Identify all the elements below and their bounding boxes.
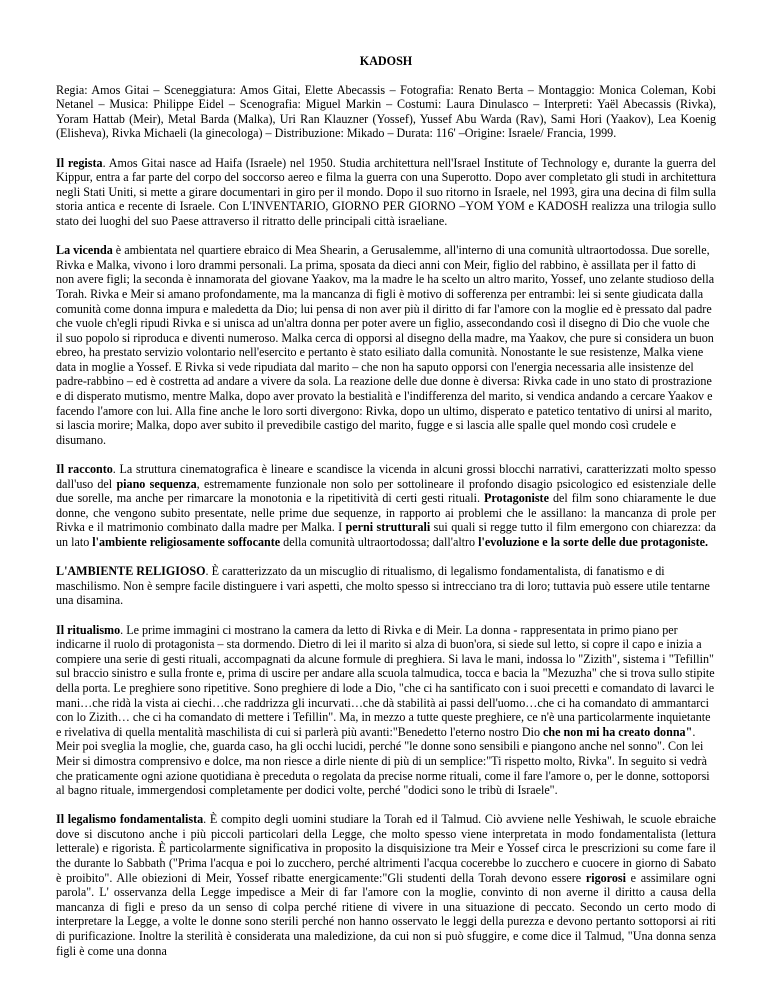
racconto-heading: Il racconto bbox=[56, 462, 113, 477]
vicenda-heading: La vicenda bbox=[56, 243, 113, 258]
vicenda-paragraph bbox=[56, 243, 716, 447]
ritualismo-paragraph bbox=[56, 623, 716, 798]
legalismo-heading: Il legalismo fondamentalista bbox=[56, 812, 204, 827]
ambiente-text: . È caratterizzato da un miscuglio di ritualismo, di legalismo fondamentalista, di fanatismo e di maschilismo. Non è sempre facile distinguere i vari aspetti, che molto spesso si intrecciano tra di loro; tuttavia può essere utile tentarne una disamina. bbox=[56, 564, 710, 608]
racconto-text: del film sono chiaramente le due donne, che vengono subito presentate, nelle prime due sequenze, in rapporto ai problemi che le assillano: la mancanza di prole per Rivka e il matrimonio combinato dalla madre per Malka. I bbox=[56, 491, 716, 535]
vicenda-text: è ambientata nel quartiere ebraico di Mea Shearin, a Gerusalemme, all'interno di una comunità ultraortodossa. Due sorelle, Rivka e Malka, vivono i loro drammi personali. La prima, sposata da dieci anni con Meir, figlio del rabbino, è assillata per il fatto di non avere figli; la seconda è innamorata del giovane Yaakov, ma la madre le ha scelto un altro marito, Yossef, uno zelante studioso della Torah. Rivka e Meir si amano profondamente, ma la mancanza di figli è motivo di sofferenza per entrambi: lei si sente giudicata dalla comunità come donna impura e maledetta da Dio; lui pensa di non aver più il diritto di far l'amore con la moglie ed è pressato dal padre che vuole ch'egli ripudi Rivka e si unisca ad un'altra donna per poter avere un figlio, assecondando così il disegno di Dio che vuole che il suo popolo si riproduca e diventi numeroso. Malka cerca di opporsi al disegno della madre, ma Yaakov, che pure si considera un buon ebreo, ha prestato servizio volontario nell'esercito e pertanto è stato esiliato dalla comunità. Nonostante le sue resistenze, Malka viene data in moglie a Yossef. E Rivka si vede ripudiata dal marito – che non ha saputo opporsi con l'energia necessaria alle insistenze del padre-rabbino – ed è costretta ad andare a vivere da sola. La reazione delle due donne è diversa: Rivka cade in uno stato di prostrazione e di disperato mutismo, mentre Malka, dopo aver provato la bestialità e l'indifferenza del marito, si vendica andando a cercare Yaakov e facendo l'amore con lui. Alla fine anche le loro sorti divergono: Rivka, dopo un ultimo, disperato e patetico tentativo di unirsi al marito, si lascia morire; Malka, dopo aver subito il prevedibile castigo del marito, fugge e si lascia alle spalle quel mondo così crudele e disumano. bbox=[56, 243, 715, 447]
racconto-text: sui quali si regge tutto il film emergono con chiarezza: da un lato bbox=[56, 520, 716, 549]
racconto-bold-piano: piano sequenza bbox=[116, 476, 197, 491]
legalismo-paragraph bbox=[56, 812, 716, 958]
ritualismo-heading: Il ritualismo bbox=[56, 622, 121, 637]
racconto-bold-protagoniste: Protagoniste bbox=[484, 491, 549, 506]
ritualismo-bold-quote: che non mi ha creato donna" bbox=[543, 724, 693, 739]
ambiente-heading: L'AMBIENTE RELIGIOSO bbox=[56, 564, 206, 579]
legalismo-bold-rigorosi: rigorosi bbox=[585, 870, 626, 885]
racconto-text: della comunità ultraortodossa; dall'altro bbox=[280, 535, 479, 549]
regista-paragraph bbox=[56, 156, 716, 229]
ritualismo-text: . Le prime immagini ci mostrano la camera da letto di Rivka e di Meir. La donna - rappresentata in primo piano per indicarne il ruolo di protagonista – sta dormendo. Dietro di lei il marito si alza di buon'ora, si siede sul letto, si copre il capo e inizia a compiere una serie di gesti rituali, accompagnati da alcune formule di preghiera. Si lava le mani, indossa lo "Zizith", sistema i "Tefillin" sul braccio sinistro e sulla fronte e, prima di uscire per andare alla scuola talmudica, tocca e bacia la "Mezuzha" che si trova sullo stipite della porta. Le preghiere sono ripetitive. Sono preghiere di lode a Dio, "che ci ha santificato con i suoi precetti e comandato di lavarci le mani…che ridà la vista ai ciechi…che raddrizza gli incurvati…che dà stabilità ai passi dell'uomo…che ci ha comandato di ammantarci con lo Zizith… che ci ha comandato di mettere i Tefillin". Ma, in mezzo a tutte queste preghiere, ce n'è una particolarmente inquietante e rivelativa di quella mentalità maschilista di cui si parlerà più avanti:"Benedetto l'eterno nostro Dio bbox=[56, 622, 715, 739]
regista-text: . Amos Gitai nasce ad Haifa (Israele) nel 1950. Studia architettura nell'Israel Institute of Technology e, durante la guerra del Kippur, entra a far parte del corpo del soccorso aereo e filma la guerra con una Superotto. Dopo aver completato gli studi in architettura negli Stati Uniti, si mette a girare documentari in giro per il mondo. Dopo il suo ritorno in Israele, nel 1993, gira una decina di film sulla storia antica e recente di Israele. Con L'INVENTARIO, GIORNO PER GIORNO –YOM YOM e KADOSH realizza una trilogia sullo stato dei luoghi del suo Paese attraverso il ritratto delle principali città israeliane. bbox=[56, 155, 716, 228]
document-title: KADOSH bbox=[359, 54, 413, 68]
regista-heading: Il regista bbox=[56, 155, 103, 170]
credits-paragraph: Regia: Amos Gitai – Sceneggiatura: Amos Gitai, Elette Abecassis – Fotografia: Renato Berta – Montaggio: Monica Coleman, Kobi Netanel – Musica: Philippe Eidel – Scenografia: Miguel Markin – Costumi: Laura Dinulasco – Interpreti: Yaël Abecassis (Rivka), Yoram Hattab (Meir), Metal Barda (Malka), Uri Ran Klauzner (Yossef), Yussef Abu Warda (Rav), Sami Hori (Yaakov), Lea Koenig (Elisheva), Rivka Michaeli (la ginecologa) – Distribuzione: Mikado – Durata: 116' –Origine: Israele/ Francia, 1999. bbox=[56, 82, 716, 141]
racconto-text: . La struttura cinematografica è lineare e scandisce la vicenda in alcuni grossi blocchi narrativi, caratterizzati molto spesso dall'uso del bbox=[56, 462, 716, 491]
legalismo-text: . È compito degli uomini studiare la Torah ed il Talmud. Ciò avviene nelle Yeshiwah, le scuole ebraiche dove si discutono anche i più piccoli particolari della Legge, che molto spesso viene interpretata in modo fondamentalista (lettura letterale) e rigorista. È particolarmente significativa in proposito la disquisizione tra Meir e Yossef circa le prescrizioni su come fare il the durante lo Sabbath ("Prima l'acqua e poi lo zucchero, perché altrimenti l'acqua cocerebbe lo zucchero e cuocere in giorno di Sabato è proibito". Alle obiezioni di Meir, Yossef ribatte energicamente:"Gli studenti della Torah devono essere bbox=[56, 812, 716, 885]
racconto-bold-ambiente: l'ambiente religiosamente soffocante bbox=[92, 535, 281, 549]
legalismo-text: e assimilare ogni parola". L' osservanza della Legge impedisce a Meir di far l'amore con la moglie, convinto di non averne il diritto a causa della mancanza di figli e preso da un senso di colpa perché ritiene di vivere in una situazione di peccato. Secondo un certo modo di interpretare la Legge, a volte le donne sono sterili perché non hanno osservato le leggi della purezza e devono pertanto sottoporsi ai riti di purificazione. Inoltre la sterilità è considerata una maledizione, da cui non si può sfuggire, e come dice il Talmud, "Una donna senza figli è come una donna bbox=[56, 870, 716, 958]
ritualismo-text: . Meir poi sveglia la moglie, che, guarda caso, ha gli occhi lucidi, perché "le donne sono sensibili e piangono anche nel sonno". Con lei Meir si dimostra comprensivo e dolce, ma non riesce a dirle niente di più di un semplice:"Ti rispetto molto, Rivka". In seguito si vedrà che praticamente ogni azione quotidiana è preceduta o regolata da precise norme rituali, come il fare l'amore o, per le donne, sottoporsi al bagno rituale, immergendosi completamente per dodici volte, perché "dodici sono le tribù di Israele". bbox=[56, 724, 710, 798]
racconto-paragraph bbox=[56, 462, 716, 550]
racconto-text: , estremamente funzionale non solo per sottolineare il profondo disagio psicologico ed esistenziale delle due sorelle, ma anche per rimarcare la monotonia e la ripetitività di certi gesti rituali. bbox=[56, 476, 716, 506]
ambiente-paragraph bbox=[56, 564, 716, 608]
racconto-bold-perni: perni strutturali bbox=[345, 520, 431, 535]
racconto-bold-evoluzione: l'evoluzione e la sorte delle due protagoniste. bbox=[478, 535, 709, 549]
